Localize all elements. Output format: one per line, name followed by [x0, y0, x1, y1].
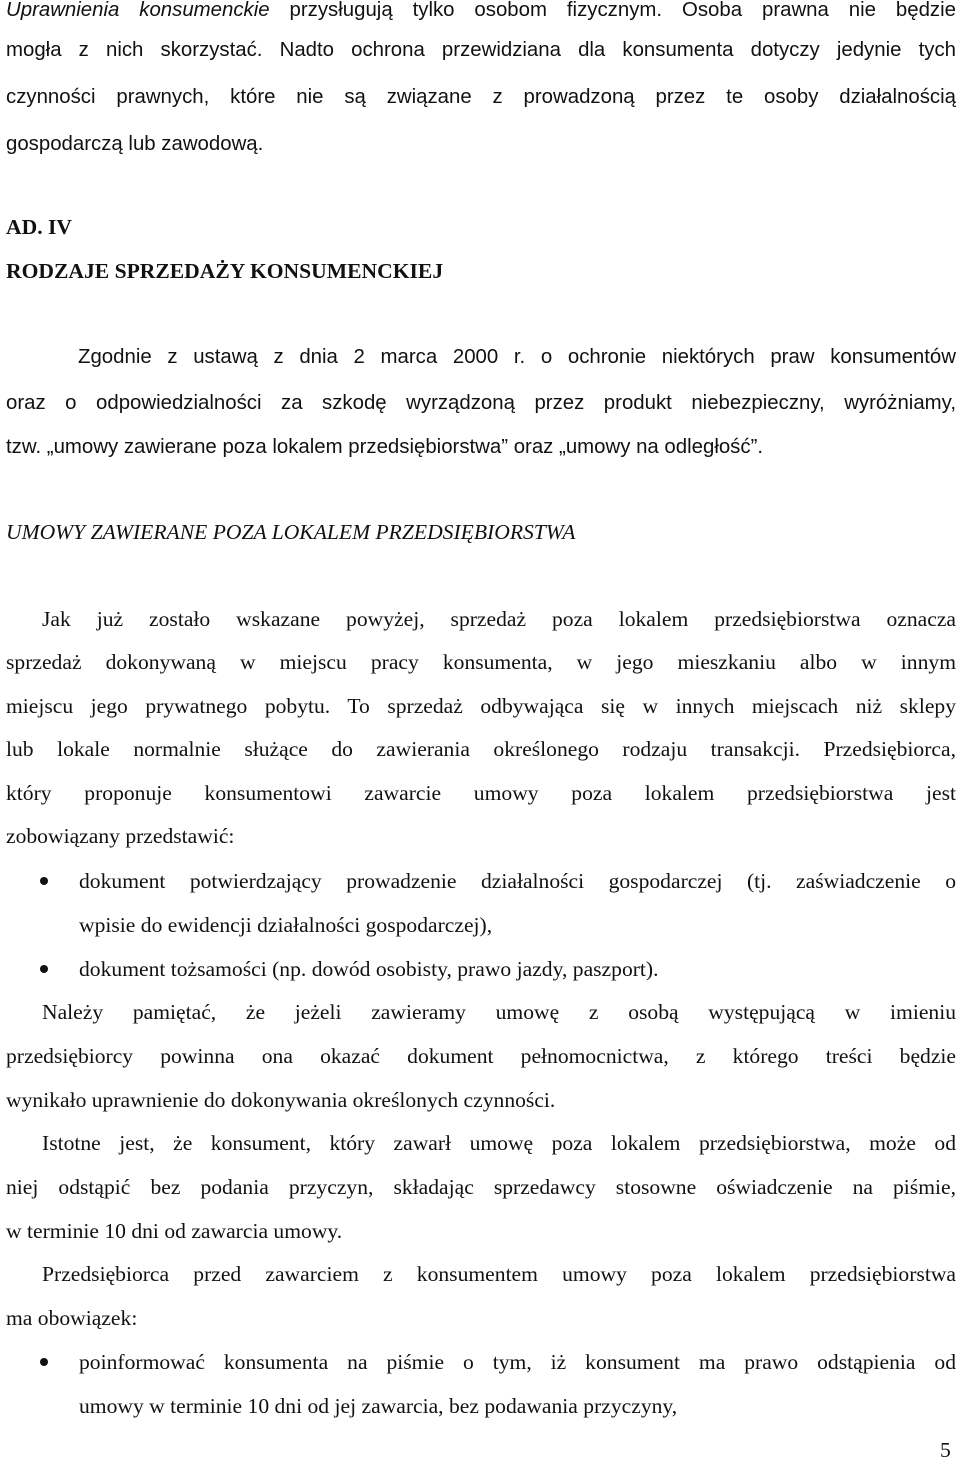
bullet-icon — [40, 965, 48, 973]
intro-italic-term: Uprawnienia konsumenckie — [6, 0, 270, 21]
para1-line-5: który proponuje konsumentowi zawarcie umowy poza lokalem przedsiębiorstwa jest — [6, 781, 956, 805]
para3-line-2: niej odstąpić bez podania przyczyn, składając sprzedawcy stosowne oświadczenie na piśmie, — [6, 1175, 956, 1199]
bullet-icon — [40, 877, 48, 885]
law-line-3: tzw. „umowy zawierane poza lokalem przedsiębiorstwa” oraz „umowy na odległość”. — [6, 436, 764, 458]
intro-line-4: gospodarczą lub zawodową. — [6, 133, 264, 155]
para4-line-2: ma obowiązek: — [6, 1306, 138, 1330]
para4-line-1: Przedsiębiorca przed zawarciem z konsumentem umowy poza lokalem przedsiębiorstwa — [42, 1262, 956, 1286]
para3-line-1: Istotne jest, że konsument, który zawarł umowę poza lokalem przedsiębiorstwa, może od — [42, 1131, 956, 1155]
section-title: RODZAJE SPRZEDAŻY KONSUMENCKIEJ — [6, 259, 444, 283]
page-number: 5 — [940, 1438, 951, 1462]
para2-line-2: przedsiębiorcy powinna ona okazać dokument pełnomocnictwa, z którego treści będzie — [6, 1044, 956, 1068]
list1-item1-line-1: dokument potwierdzający prowadzenie działalności gospodarczej (tj. zaświadczenie o — [79, 869, 956, 893]
para3-line-3: w terminie 10 dni od zawarcia umowy. — [6, 1219, 343, 1243]
para2-line-1: Należy pamiętać, że jeżeli zawieramy umowę z osobą występującą w imieniu — [42, 1000, 956, 1024]
bullet-icon — [40, 1358, 48, 1366]
intro-line-3: czynności prawnych, które nie są związane z prowadzoną przez te osoby działalnością — [6, 86, 956, 108]
para1-line-2: sprzedaż dokonywaną w miejscu pracy konsumenta, w jego mieszkaniu albo w innym — [6, 650, 956, 674]
list2-item1-line-1: poinformować konsumenta na piśmie o tym, iż konsument ma prawo odstąpienia od — [79, 1350, 956, 1374]
list2-item1-line-2: umowy w terminie 10 dni od jej zawarcia, bez podawania przyczyny, — [79, 1394, 678, 1418]
subsection-title: UMOWY ZAWIERANE POZA LOKALEM PRZEDSIĘBIORSTWA — [6, 520, 576, 544]
law-line-2: oraz o odpowiedzialności za szkodę wyrządzoną przez produkt niebezpieczny, wyróżniamy, — [6, 392, 956, 414]
list1-item1-line-2: wpisie do ewidencji działalności gospodarczej), — [79, 913, 493, 937]
intro-line-2: mogła z nich skorzystać. Nadto ochrona przewidziana dla konsumenta dotyczy jedynie tych — [6, 39, 956, 61]
para2-line-3: wynikało uprawnienie do dokonywania określonych czynności. — [6, 1088, 556, 1112]
list1-item2: dokument tożsamości (np. dowód osobisty, prawo jazdy, paszport). — [79, 957, 659, 981]
intro-line-1-rest: przysługują tylko osobom fizycznym. Osoba prawna nie będzie — [269, 0, 956, 21]
para1-line-3: miejscu jego prywatnego pobytu. To sprzedaż odbywająca się w innych miejscach niż sklepy — [6, 694, 956, 718]
para1-line-6: zobowiązany przedstawić: — [6, 824, 235, 848]
section-label: AD. IV — [6, 215, 72, 239]
intro-line-1 — [6, 0, 956, 23]
law-line-1: Zgodnie z ustawą z dnia 2 marca 2000 r. o ochronie niektórych praw konsumentów — [78, 346, 956, 368]
para1-line-1: Jak już zostało wskazane powyżej, sprzedaż poza lokalem przedsiębiorstwa oznacza — [42, 607, 956, 631]
para1-line-4: lub lokale normalnie służące do zawierania określonego rodzaju transakcji. Przedsiębiorca, — [6, 737, 956, 761]
